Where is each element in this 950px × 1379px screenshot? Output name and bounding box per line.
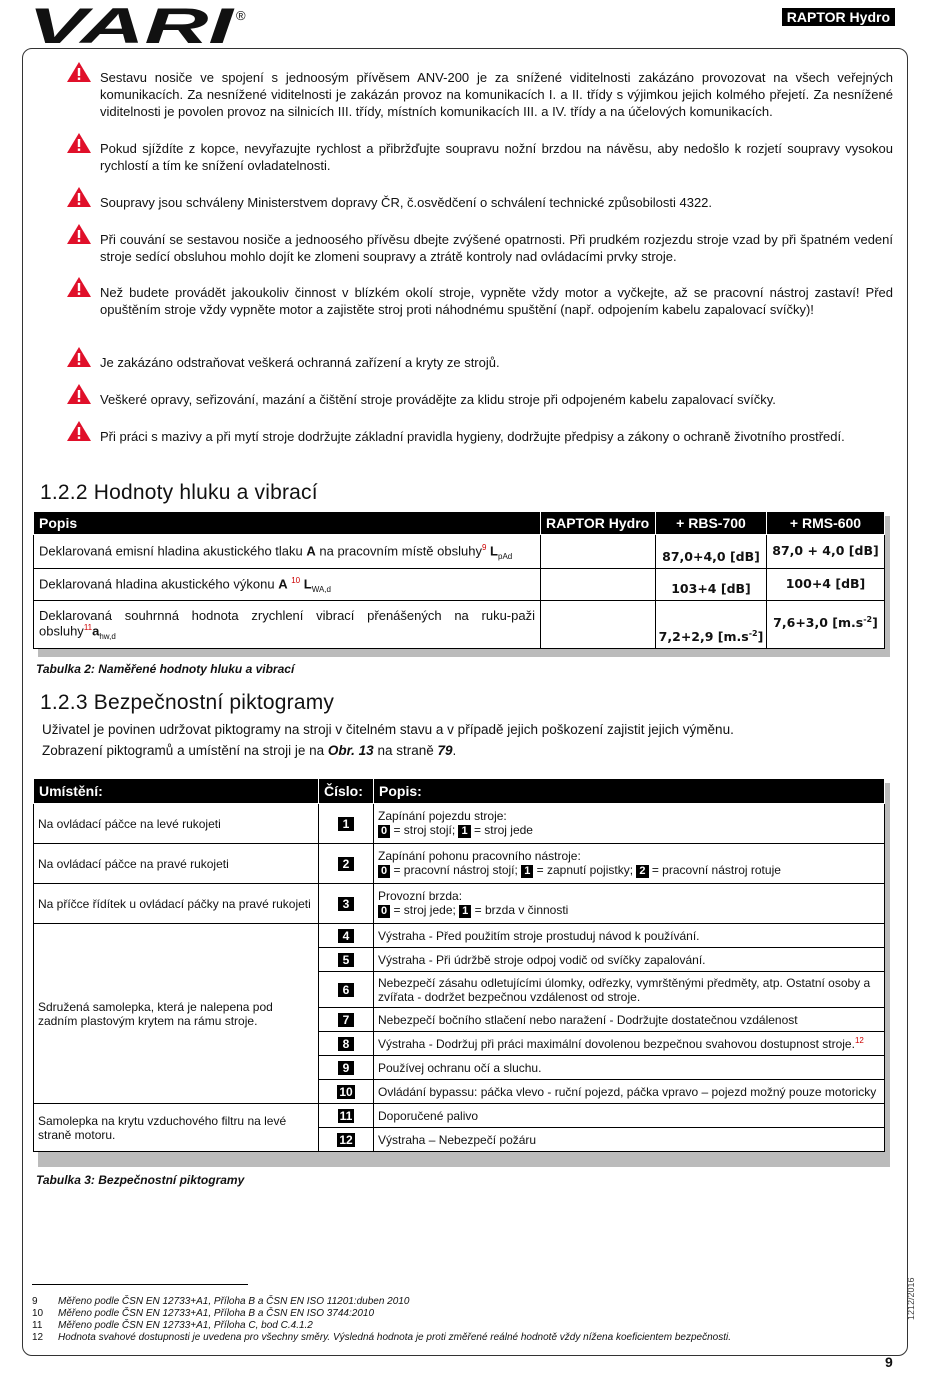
noise-table [33,511,885,649]
description-cell: Zapínání pohonu pracovního nástroje: 0 = pracovní nástroj stojí; 1 = zapnutí pojistky; 2 = pracovní nástroj rotuje [374,844,885,884]
location-cell: Na příčce řídítek u ovládací páčky na pravé rukojeti [34,884,319,924]
value-raptor [541,535,656,569]
vari-logo [28,6,253,46]
noise-desc: Deklarovaná hladina akustického výkonu A $^{10}$ $L_{WA,d}$ [34,569,541,601]
number-cell [319,1032,374,1056]
figure-link[interactable]: Obr. 13 [327,743,374,758]
page-link[interactable]: 79 [437,743,453,758]
table-caption: Tabulka 3: Bezpečnostní piktogramy [36,1173,245,1187]
pictogram-number-badge: 4 [338,929,354,943]
footnote: 12 Hodnota svahové dostupnosti je uvedena pro všechny směry. Výsledná hodnota je proti změřené reálné hodnotě vždy nížena koeficientem bezpečnosti. [32,1332,732,1343]
description-cell: Ovládání bypassu: páčka vlevo - ruční pojezd, páčka vpravo – pojezd možný pouze motoricky [374,1080,885,1104]
pictogram-number-badge: 2 [338,857,354,871]
pictogram-number-badge: 8 [338,1037,354,1051]
noise-table-header [34,512,885,535]
table-row [34,601,885,649]
description-cell: Výstraha - Před použitím stroje prostuduj návod k používání. [374,924,885,948]
col-header: Popis [34,512,541,535]
table-row [34,1104,885,1128]
warning-text: Soupravy jsou schváleny Ministerstvem dopravy ČR, č.osvědčení o schválení technické způsobilosti 4322. [100,195,713,210]
value-rbs: 87,0+4,0 [dB] [656,535,767,569]
col-header: Popis: [374,779,885,804]
footnote: 11 Měřeno podle ČSN EN 12733+A1, Příloha C, bod C.4.1.2 [32,1320,313,1331]
warning-triangle-icon [66,420,92,442]
intro-paragraph: Uživatel je povinen udržovat piktogramy na stroji v čitelném stavu a v případě jejich poškození zajistit jejich výměnu. [42,722,734,737]
number-cell [319,972,374,1008]
warning-triangle-icon [66,383,92,405]
description-cell: Zapínání pojezdu stroje: 0 = stroj stojí; 1 = stroj jede [374,804,885,844]
section-heading-pictograms: 1.2.3 Bezpečnostní piktogramy [40,691,335,714]
number-cell [319,924,374,948]
description-cell: Provozní brzda: 0 = stroj jede; 1 = brzda v činnosti [374,884,885,924]
table-row [34,924,885,948]
intro-reference: Zobrazení piktogramů a umístění na stroji je na Obr. 13 na straně 79. [42,743,457,758]
number-cell [319,804,374,844]
table-row [34,569,885,601]
number-cell [319,1008,374,1032]
warning-text: Při couvání se sestavou nosiče a jednoosého přívěsu dbejte zvýšené opatrnosti. Při prudkém rozjezdu stroje vzad by při špatném vedení stroje sedící obsluhou mohlo dojít ke zlomeni soupravy a ztrátě kontroly nad ovládacími prvky stroje. [100,232,893,264]
document-code: 1212/2016 [906,1277,916,1320]
table-caption: Tabulka 2: Naměřené hodnoty hluku a vibrací [36,662,295,676]
col-header: Umístění: [34,779,319,804]
col-header: RAPTOR Hydro [541,512,656,535]
warning-triangle-icon [66,61,92,83]
location-cell: Sdružená samolepka, která je nalepena pod zadním plastovým krytem na rámu stroje. [34,924,319,1104]
value-raptor [541,569,656,601]
value-rbs: 7,2+2,9 $[m.s^{-2}]$ [656,601,767,649]
footnote: 9 Měřeno podle ČSN EN 12733+A1, Příloha B a ČSN EN ISO 11201:duben 2010 [32,1296,410,1307]
value-rbs: 103+4 [dB] [656,569,767,601]
logo-registered-mark: ® [236,8,246,23]
footnote: 10 Měřeno podle ČSN EN 12733+A1, Příloha B a ČSN EN ISO 3744:2010 [32,1308,375,1319]
footnote-divider [32,1284,248,1285]
description-cell: Doporučené palivo [374,1104,885,1128]
value-rms: 7,6+3,0 $[m.s^{-2}]$ [767,601,885,649]
table-row [34,804,885,844]
warning-triangle-icon [66,186,92,208]
warning-text: Sestavu nosiče ve spojení s jednoosým přívěsem ANV-200 je za snížené viditelnosti zakázáno provozovat na všech veřejných komunikacích. Za nesnížené viditelnosti je zakázán provoz na komunikacích I. a II. třídy s výjimkou jejich kolmého přejetí. Za nesnížené viditelnosti je povolen provoz na silnicích III. třídy, místních komunikacích III. a IV. třídy a na účelových komunikacích. [100,70,893,119]
description-cell: Používej ochranu očí a sluchu. [374,1056,885,1080]
page-number: 9 [885,1354,893,1370]
pictogram-number-badge: 12 [339,1132,353,1147]
number-cell [319,948,374,972]
location-cell: Samolepka na krytu vzduchového filtru na levé straně motoru. [34,1104,319,1152]
warning-text: Je zakázáno odstraňovat veškerá ochranná zařízení a kryty ze strojů. [100,355,500,370]
pictogram-number-badge: 10 [339,1084,353,1099]
logo-text: VARI [28,6,235,46]
pictogram-table [33,778,885,1152]
pictogram-number-badge: 11 [339,1108,353,1123]
warning-triangle-icon [66,132,92,154]
warning-text: Pokud sjíždíte z kopce, nevyřazujte rychlost a přibržďujte soupravu nožní brzdou na návěsu, aby nedošlo k rozjetí soupravy vysokou rychlostí a tím ke snížení ovladatelnosti. [100,141,893,173]
number-cell [319,1128,374,1152]
number-cell [319,844,374,884]
description-cell: Výstraha - Dodržuj při práci maximální dovolenou bezpečnou svahovou dostupnost stroje.$^{12}$ [374,1032,885,1056]
value-rms: 100+4 [dB] [767,569,885,601]
warning-text: Než budete provádět jakoukoliv činnost v blízkém okolí stroje, vypněte vždy motor a vyčkejte, až se pracovní nástroj zastaví! Před opuštěním stroje vždy vypněte motor a zajistěte stroj proti náhodnému spuštění (např. odpojením kabelu zapalovací svíčky)! [100,285,893,317]
pictogram-number-badge: 7 [338,1013,354,1027]
noise-desc: Deklarovaná souhrnná hodnota zrychlení vibrací přenášených na ruku-paži $obsluhy^{11}a_{hw,d}$ [34,601,541,649]
pictogram-number-badge: 9 [338,1061,354,1075]
value-rms: 87,0 + 4,0 [dB] [767,535,885,569]
location-cell: Na ovládací páčce na pravé rukojeti [34,844,319,884]
warning-text: Při práci s mazivy a při mytí stroje dodržujte základní pravidla hygieny, dodržujte předpisy a zákony o ochraně životního prostředí. [100,429,845,444]
table-row [34,535,885,569]
number-cell [319,1104,374,1128]
description-cell: Nebezpečí zásahu odletujícími úlomky, odřezky, vymrštěnými předměty, atp. Ostatní osoby a zvířata - dodržet bezpečnou vzdálenost od stroje. [374,972,885,1008]
number-cell [319,1080,374,1104]
warning-triangle-icon [66,346,92,368]
col-header: Číslo: [319,779,374,804]
value-raptor [541,601,656,649]
warning-triangle-icon [66,276,92,298]
section-heading-noise: 1.2.2 Hodnoty hluku a vibrací [40,481,318,504]
number-cell [319,884,374,924]
description-cell: Výstraha - Při údržbě stroje odpoj vodič od svíčky zapalování. [374,948,885,972]
location-cell: Na ovládací páčce na levé rukojeti [34,804,319,844]
product-label: RAPTOR Hydro [782,8,895,26]
warning-triangle-icon [66,223,92,245]
warning-text: Veškeré opravy, seřizování, mazání a čištění stroje provádějte za klidu stroje při odpojeném kabelu zapalovací svíčky. [100,392,776,407]
col-header: + RMS-600 [767,512,885,535]
number-cell [319,1056,374,1080]
pictogram-number-badge: 1 [338,817,354,831]
pictogram-table-header [34,779,885,804]
pictogram-number-badge: 3 [338,897,354,911]
col-header: + RBS-700 [656,512,767,535]
table-row [34,844,885,884]
pictogram-number-badge: 6 [338,983,354,997]
noise-desc: Deklarovaná emisní hladina akustického tlaku A na pracovním místě obsluhy$^9$ $L_{pAd}$ [34,535,541,569]
pictogram-number-badge: 5 [338,953,354,967]
description-cell: Výstraha – Nebezpečí požáru [374,1128,885,1152]
description-cell: Nebezpečí bočního stlačení nebo naražení - Dodržujte dostatečnou vzdálenost [374,1008,885,1032]
table-row [34,884,885,924]
